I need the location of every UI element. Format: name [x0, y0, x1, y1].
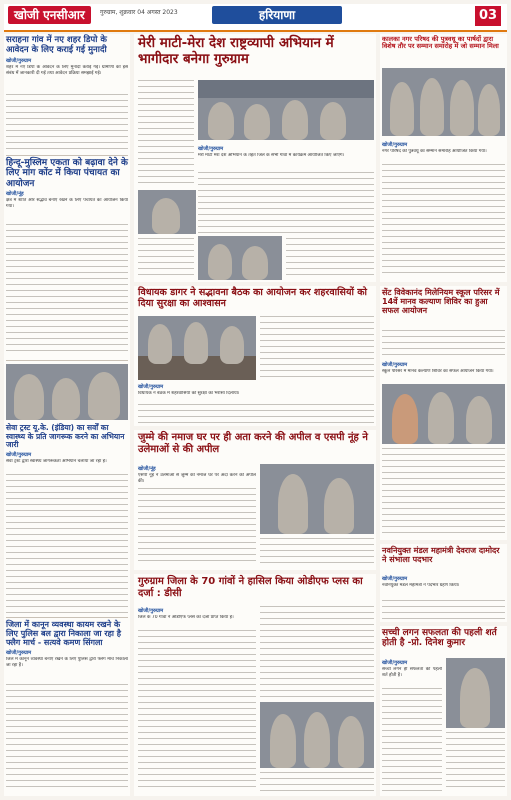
byline: खोजी/गुरुग्राम [6, 451, 32, 458]
text-lines [138, 404, 374, 424]
text-lines [138, 630, 256, 792]
article-photo [138, 316, 256, 380]
headline: जिला में कानून व्यवस्था कायम रखने के लिए पुलिस बल द्वारा निकाला जा रहा है फ्लैग मार्च - सत्यवे कमण सिंगला [6, 620, 121, 648]
article-body: एसपी नूंह ने उलेमाओं से जुम्मे की नमाज घर पर अदा करने की अपील की। [138, 473, 256, 484]
headline: नवनियुक्त मंडल महामंत्री देवराज दामोदर ने संभाला पदभार [382, 546, 500, 565]
article-a6 [380, 34, 507, 282]
text-lines [382, 164, 505, 278]
text-lines [6, 224, 128, 356]
page-number: 03 [475, 6, 501, 26]
text-lines [382, 448, 505, 536]
text-lines [260, 316, 374, 380]
article-a11 [134, 574, 376, 796]
byline: खोजी/गुरुग्राम [382, 576, 408, 582]
masthead-logo-block [8, 6, 96, 28]
divider [6, 155, 128, 156]
article-a6-body [382, 140, 505, 161]
byline: खोजी/गुरुग्राम [138, 608, 164, 614]
text-lines [382, 600, 505, 620]
byline: खोजी/गुरुग्राम [6, 57, 32, 64]
text-lines [286, 238, 374, 278]
masthead [4, 4, 507, 32]
article-body: सच्ची लगन ही सफलता की पहली शर्त होती है। [382, 667, 442, 678]
date-line: गुरुग्राम, शुक्रवार 04 अगस्त 2023 [100, 9, 178, 16]
article-a12 [380, 626, 507, 796]
article-body: सेवा ट्रस्ट द्वारा स्वास्थ्य जागरूकता अभियान चलाया जा रहा है। [6, 458, 107, 464]
section-title: हरियाणा [212, 6, 342, 24]
article-photo-small [198, 236, 282, 280]
article-a11-body [138, 606, 256, 627]
byline: खोजी/गुरुग्राम [6, 649, 32, 656]
byline: खोजी/नूंह [138, 466, 156, 472]
article-a7-body [138, 382, 374, 401]
byline: खोजी/गुरुग्राम [198, 146, 224, 152]
article-photo [6, 364, 128, 420]
headline: सच्ची लगन सफलता की पहली शर्त होती है -प्रो. दिनेश कुमार [382, 628, 497, 649]
article-a5-body [198, 144, 374, 167]
headline: सेंट विवेकानंद मिलेनियम स्कूल परिसर में 14वें मानव कल्याण शिविर का हुआ सफल आयोजन [382, 288, 500, 316]
byline: खोजी/गुरुग्राम [382, 142, 408, 148]
byline: खोजी/गुरुग्राम [138, 384, 164, 390]
headline: गुरुग्राम जिला के 70 गांवों ने हासिल किया ओडीएफ प्लस का दर्जा : डीसी [138, 576, 363, 599]
article-a8 [380, 286, 507, 540]
article-body: जिले के 70 गांवों ने ओडीएफ प्लस का दर्जा प्राप्त किया है। [138, 615, 234, 620]
article-photo [446, 658, 505, 728]
text-lines [198, 172, 374, 234]
text-lines [6, 94, 128, 152]
article-a7 [134, 286, 376, 426]
article-a12-body [382, 658, 442, 685]
article-body: विधायक ने बैठक में शहरवासियों को सुरक्षा का भरोसा दिलाया। [138, 391, 240, 396]
headline: हिन्दू-मुस्लिम एकता को बढ़ावा देने के लिए मांग कोंट में किया पंचायत का आयोजन [6, 158, 128, 189]
article-a2 [6, 158, 128, 210]
headline: मेरी माटी-मेरा देश राष्ट्रव्यापी अभियान में भागीदार बनेगा गुरुग्राम [138, 35, 334, 67]
text-lines [260, 538, 374, 566]
text-lines [138, 238, 194, 278]
text-lines [138, 80, 194, 186]
article-photo [382, 68, 505, 136]
byline: खोजी/गुरुग्राम [382, 660, 408, 666]
text-lines [260, 606, 374, 698]
article-a5 [134, 34, 376, 282]
paper-logo: खोजी एनसीआर [8, 6, 91, 24]
article-body: शहर में नए डिपो के आवेदन के लिए मुनादी कराई गई। ग्रामीणों को इस संबंध में जानकारी दी गई तथा आवेदन प्रक्रिया समझाई गई। [6, 64, 128, 76]
article-a9-body [138, 464, 256, 485]
text-lines [446, 732, 505, 792]
article-a1 [6, 36, 128, 85]
article-photo [198, 80, 374, 140]
article-a3 [6, 424, 128, 471]
text-lines [382, 688, 442, 792]
article-a4 [6, 620, 128, 669]
byline: खोजी/गुरुग्राम [382, 362, 408, 368]
headline: कालका नगर परिषद की पुत्रवधू का पार्षदों द्वारा विशेष तौर पर सम्मान समारोह में जो सम्मान मिला [382, 35, 499, 51]
article-body: मेरी माटी मेरा देश अभियान के तहत जिले के सभी गांवों में कार्यक्रम आयोजित किए जाएंगे। [198, 153, 345, 158]
article-photo [260, 702, 374, 768]
article-body: स्कूल परिसर में मानव कल्याण शिविर का सफल आयोजन किया गया। [382, 369, 494, 374]
article-a9 [134, 430, 376, 570]
article-body: नगर परिषद की पुत्रवधू का सम्मान समारोह आयोजित किया गया। [382, 149, 487, 154]
headline: सेवा ट्रस्ट यू.के. (इंडिया) का सर्वों का स्वास्थ्य के प्रति जागरूक करने का अभियान जारी [6, 423, 125, 450]
article-a10-body [382, 574, 505, 595]
article-body: जिले में कानून व्यवस्था बनाए रखने के लिए पुलिस द्वारा फ्लैग मार्च निकाला जा रहा है। [6, 656, 128, 668]
article-photo [260, 464, 374, 534]
article-a10 [380, 544, 507, 622]
text-lines [260, 772, 374, 792]
headline: जुम्मे की नमाज घर पर ही अता करने की अपील व एसपी नूंह ने उलेमाओं से की अपील [138, 432, 368, 455]
divider [6, 360, 128, 361]
text-lines [382, 330, 505, 358]
article-body: क्षेत्र में शांति और सद्भाव बनाए रखने के लिए पंचायत का आयोजन किया गया। [6, 198, 128, 210]
left-column [4, 34, 130, 796]
article-photo [382, 384, 505, 444]
headline: सराहना गांव में नए शहर डिपो के आवेदन के लिए कराई गई मुनादी [6, 35, 107, 55]
text-lines [6, 684, 128, 792]
text-lines [138, 488, 256, 566]
article-photo-small [138, 190, 196, 234]
divider [6, 617, 128, 618]
article-body: नवनियुक्त मंडल महामंत्री ने पदभार ग्रहण किया। [382, 583, 460, 588]
byline: खोजी/नूंह [6, 191, 24, 198]
headline: विधायक डागर ने सद्भावना बैठक का आयोजन कर शहरवासियों को दिया सुरक्षा का आश्वासन [138, 287, 367, 309]
text-lines [6, 474, 128, 614]
article-a8-body [382, 360, 505, 381]
